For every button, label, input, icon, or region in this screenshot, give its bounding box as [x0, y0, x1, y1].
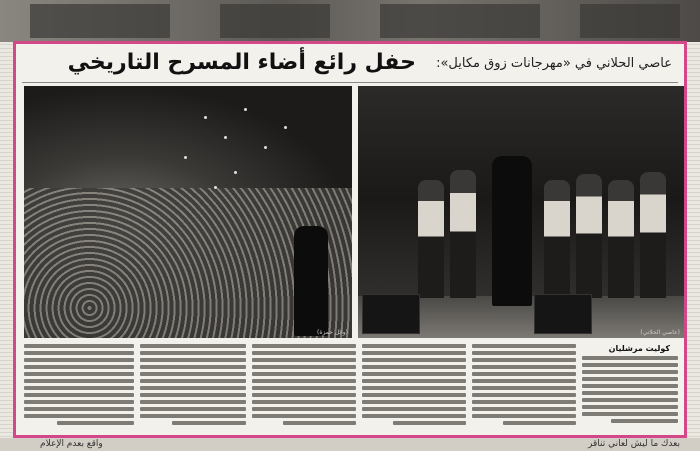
top-photo-block	[220, 4, 330, 38]
confetti	[184, 156, 187, 159]
confetti	[224, 136, 227, 139]
confetti	[284, 126, 287, 129]
kicker: عاصي الحلاني في «مهرجانات زوق مكايل»:	[436, 56, 672, 71]
photo-credit: (عاصي الحلاني)	[640, 329, 680, 336]
dancer-figure	[576, 174, 602, 298]
confetti	[204, 116, 207, 119]
headline: حفل رائع أضاء المسرح التاريخي	[67, 50, 416, 75]
confetti	[244, 108, 247, 111]
singer-figure	[492, 156, 532, 306]
headline-rule	[22, 82, 678, 83]
article-clipping	[13, 41, 687, 438]
top-photo-block	[580, 4, 680, 38]
dancer-figure	[450, 170, 476, 298]
dancer-figure	[640, 172, 666, 298]
top-photo-block	[380, 4, 540, 38]
headline-bar	[22, 48, 678, 82]
text-column	[362, 344, 466, 434]
text-column	[582, 356, 678, 434]
text-column	[472, 344, 576, 434]
dancer-figure	[418, 180, 444, 298]
confetti	[234, 171, 237, 174]
dancer-figure	[544, 180, 570, 298]
confetti	[214, 186, 217, 189]
text-column	[24, 344, 134, 434]
concert-crowd-photo	[24, 86, 352, 338]
byline: كوليت مرشليان	[608, 344, 670, 353]
bottom-snippet: بعدك ما ليش لعاني تناقر	[588, 439, 680, 449]
top-photo-block	[30, 4, 170, 38]
stage-speaker	[362, 294, 420, 334]
stage-speaker	[534, 294, 592, 334]
bottom-snippet: واقع بعدم الإعلام	[40, 439, 103, 449]
photo-credit: (وائل حمزة)	[317, 329, 348, 336]
text-column	[252, 344, 356, 434]
confetti	[264, 146, 267, 149]
dancer-figure	[608, 180, 634, 298]
singer-figure	[294, 226, 328, 336]
bottom-strip	[0, 438, 700, 451]
top-photo-strip	[0, 0, 700, 42]
text-column	[140, 344, 246, 434]
stage-dancers-photo	[358, 86, 684, 338]
